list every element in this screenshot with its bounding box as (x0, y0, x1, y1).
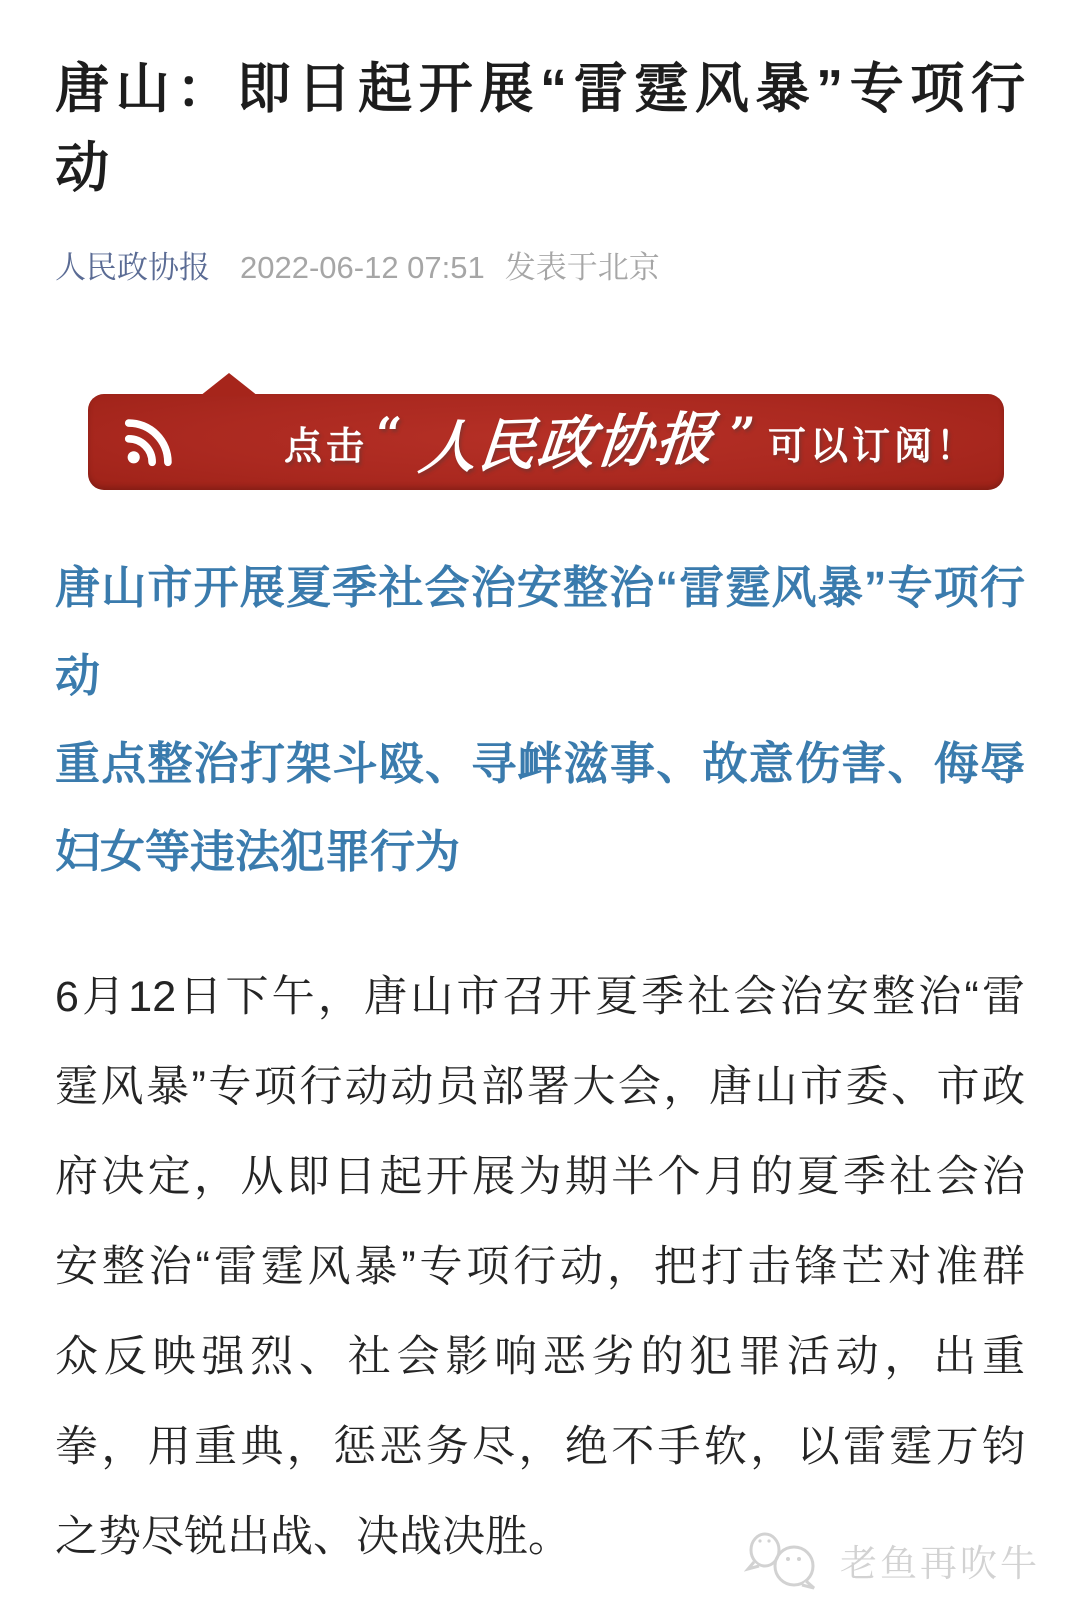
open-quote: “ (376, 407, 407, 461)
text-line: 6月12日下午，唐山市召开夏季社会治安整治“雷 (55, 973, 1025, 1021)
banner-suffix: 可以订阅！ (767, 425, 978, 468)
banner-pointer-triangle (200, 373, 258, 396)
byline (55, 246, 1025, 290)
text-line: 拳，用重典，惩恶务尽，绝不手软，以雷霆万钧 (55, 1423, 1025, 1471)
text-line: 唐山市开展夏季社会治安整治“雷霆风暴”专项行 (55, 562, 1025, 613)
watermark-text: 老鱼再吹牛 (840, 1543, 1040, 1584)
article-body (55, 952, 1025, 1582)
text-line: 府决定，从即日起开展为期半个月的夏季社会治 (55, 1153, 1025, 1201)
text-line: 动 (55, 650, 101, 701)
text-line: 之势尽锐出战、决战决胜。 (55, 1513, 571, 1561)
subscribe-banner[interactable] (88, 394, 1004, 490)
text-line: 重点整治打架斗殴、寻衅滋事、故意伤害、侮辱 (55, 738, 1025, 789)
rss-icon (122, 415, 176, 469)
article-title (55, 0, 1025, 208)
text-line: 霆风暴”专项行动动员部署大会，唐山市委、市政 (55, 1063, 1025, 1111)
subscribe-banner-body[interactable] (88, 394, 1004, 490)
account-link[interactable]: 人民政协报 (55, 250, 210, 285)
article-subhead (55, 544, 1025, 896)
publish-time: 2022-06-12 07:51 (240, 250, 485, 285)
text-line: 众反映强烈、社会影响恶劣的犯罪活动，出重 (55, 1333, 1025, 1381)
text-line: 妇女等违法犯罪行为 (55, 826, 461, 877)
text-line: 唐山：即日起开展“雷霆风暴”专项行 (55, 59, 1025, 119)
text-line: 动 (55, 138, 109, 198)
fish-bubbles-icon (744, 1528, 830, 1592)
subhead-paragraph-2 (55, 720, 1025, 896)
subhead-paragraph-1 (55, 544, 1025, 720)
publish-location: 发表于北京 (504, 250, 660, 285)
watermark (744, 1528, 1040, 1592)
banner-text (284, 401, 978, 483)
banner-prefix: 点击 (284, 425, 369, 468)
text-line: 安整治“雷霆风暴”专项行动，把打击锋芒对准群 (55, 1243, 1025, 1291)
close-quote: ” (729, 407, 760, 461)
brand-calligraphy: 人民政协报 (416, 404, 719, 483)
